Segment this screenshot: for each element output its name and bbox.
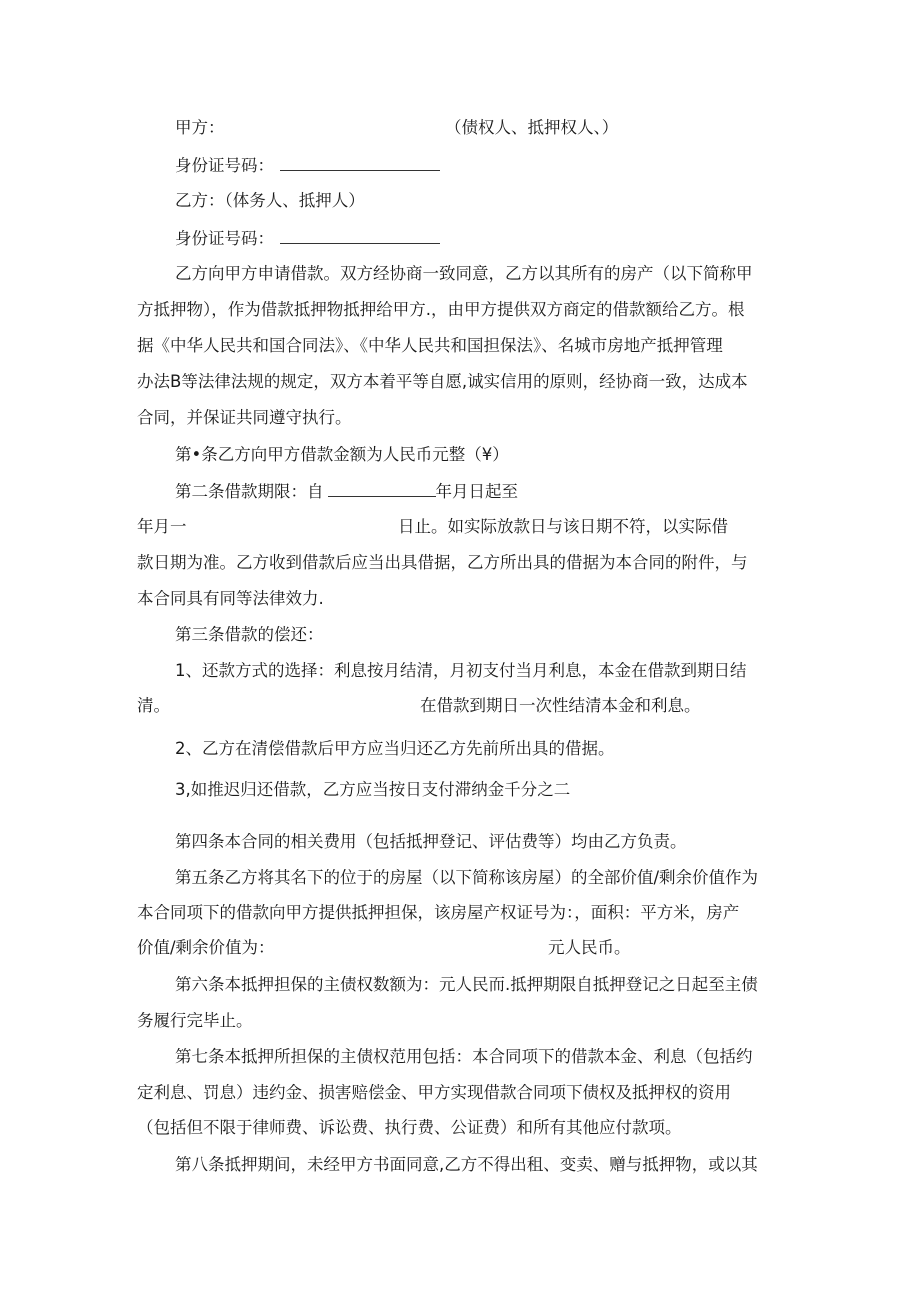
article-5-line1: 第五条乙方将其名下的位于的房屋（以下简称该房屋）的全部价值/剩余价值作为 [175,868,759,887]
article-7-line1: 第七条本抵押所担保的主债权范用包括：本合同项下的借款本金、利息（包括约 [175,1047,753,1066]
article-1: 第•条乙方向甲方借款金额为人民币元整（¥） [175,445,509,464]
article-6-line1: 第六条本抵押担保的主债权数额为：元人民而.抵押期限自抵押登记之日起至主债 [175,975,758,994]
article-2-line3: 款日期为准。乙方收到借款后应当出具借据，乙方所出具的借据为本合同的附件，与 [137,553,748,572]
article-2-suffix: 年月日起至 [435,482,518,501]
article-4: 第四条本合同的相关费用（包括抵押登记、评估费等）均由乙方负责。 [175,832,687,851]
article-2-line2-left: 年月一 [137,517,187,536]
intro-line: 据《中华人民共和国合同法》、《中华人民共和国担保法》、名城市房地产抵押管理 [137,336,723,355]
article-3-item1-line2-right: 在借款到期日一次性结清本金和利息。 [420,696,701,715]
article-3-item1-line1: 1、还款方式的选择：利息按月结清，月初支付当月利息，本金在借款到期日结 [175,661,747,680]
id-a-row [175,154,440,177]
intro-line: 乙方向甲方申请借款。双方经协商一致同意，乙方以其所有的房产（以下简称甲 [175,264,753,283]
id-b-row [175,227,440,250]
intro-line: 办法B等法律法规的规定，双方本着平等自愿,诚实信用的原则，经协商一致，达成本 [137,372,748,391]
article-5-line2: 本合同项下的借款向甲方提供抵押担保，该房屋产权证号为：，面积：平方米，房产 [137,903,740,922]
id-a-blank [280,154,440,171]
article-5-line3-right: 元人民币。 [548,938,631,957]
article-6-line2: 务履行完毕止。 [137,1011,253,1030]
article-2-line2-right: 日止。如实际放款日与该日期不符，以实际借 [398,517,728,536]
intro-line: 合同，并保证共同遵守执行。 [137,408,352,427]
article-3-item2: 2、乙方在清偿借款后甲方应当归还乙方先前所出具的借据。 [175,739,615,758]
article-3-title: 第三条借款的偿还： [175,625,324,644]
article-2-prefix: 第二条借款期限：自 [175,482,324,501]
article-5-line3-left: 价值/剩余价值为： [137,938,275,957]
article-7-line3: （包括但不限于律师费、诉讼费、执行费、公证费）和所有其他应付款项。 [137,1118,682,1137]
article-3-item3: 3,如推迟归还借款，乙方应当按日支付滞纳金千分之二 [175,780,571,799]
id-b-blank [280,227,440,244]
article-3-item1-line2-left: 清。 [137,696,170,715]
article-2-blank [328,480,436,497]
party-a-label: 甲方： [175,118,225,137]
party-a-role: （债权人、抵押权人、） [445,118,619,137]
article-8-line1: 第八条抵押期间，未经甲方书面同意,乙方不得出租、变卖、赠与抵押物，或以其 [175,1155,758,1174]
article-2-line1 [175,480,518,503]
article-7-line2: 定利息、罚息）违约金、损害赔偿金、甲方实现借款合同项下债权及抵押权的资用 [137,1083,731,1102]
intro-line: 方抵押物），作为借款抵押物抵押给甲方.，由甲方提供双方商定的借款额给乙方。根 [137,300,745,319]
party-b-label: 乙方：（体务人、抵押人） [175,191,365,210]
id-a-label: 身份证号码： [175,156,274,175]
article-2-line4: 本合同具有同等法律效力. [137,589,324,608]
id-b-label: 身份证号码： [175,229,274,248]
